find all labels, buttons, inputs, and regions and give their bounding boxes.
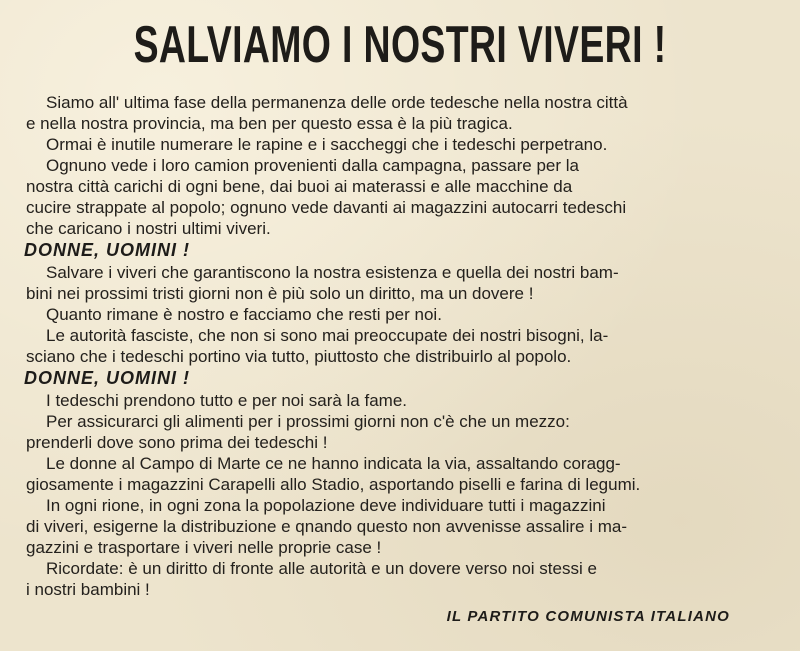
section-heading: DONNE, UOMINI ! bbox=[24, 240, 190, 260]
text-line: In ogni rione, in ogni zona la popolazione deve individuare tutti i magazzini bbox=[46, 496, 606, 515]
text-line: e nella nostra provincia, ma ben per questo essa è la più tragica. bbox=[26, 114, 513, 133]
poster-title: SALVIAMO I NOSTRI VIVERI ! bbox=[133, 16, 667, 74]
text-line: giosamente i magazzini Carapelli allo Stadio, asportando piselli e farina di legumi. bbox=[26, 475, 641, 494]
text-line: Ormai è inutile numerare le rapine e i saccheggi che i tedeschi perpetrano. bbox=[46, 135, 608, 154]
section-heading: DONNE, UOMINI ! bbox=[24, 368, 190, 388]
text-line: Per assicurarci gli alimenti per i prossimi giorni non c'è che un mezzo: bbox=[46, 412, 570, 431]
text-line: cucire strappate al popolo; ognuno vede davanti ai magazzini autocarri tedeschi bbox=[26, 198, 627, 217]
text-line: Le donne al Campo di Marte ce ne hanno indicata la via, assaltando coragg- bbox=[46, 454, 621, 473]
text-line: bini nei prossimi tristi giorni non è più solo un diritto, ma un dovere ! bbox=[26, 284, 534, 303]
text-line: nostra città carichi di ogni bene, dai buoi ai materassi e alle macchine da bbox=[26, 177, 573, 196]
text-line: i nostri bambini ! bbox=[26, 580, 150, 599]
text-line: di viveri, esigerne la distribuzione e qnando questo non avvenisse assalire i ma- bbox=[26, 517, 628, 536]
poster-body bbox=[22, 92, 782, 600]
text-line: Ognuno vede i loro camion provenienti dalla campagna, passare per la bbox=[46, 156, 579, 175]
text-line: gazzini e trasportare i viveri nelle proprie case ! bbox=[26, 538, 382, 557]
text-line: prenderli dove sono prima dei tedeschi ! bbox=[26, 433, 328, 452]
signature: IL PARTITO COMUNISTA ITALIANO bbox=[446, 608, 730, 625]
text-line: Le autorità fasciste, che non si sono mai preoccupate dei nostri bisogni, la- bbox=[46, 326, 609, 345]
text-line: che caricano i nostri ultimi viveri. bbox=[26, 219, 271, 238]
text-line: I tedeschi prendono tutto e per noi sarà la fame. bbox=[46, 391, 408, 410]
text-line: Ricordate: è un diritto di fronte alle autorità e un dovere verso noi stessi e bbox=[46, 559, 597, 578]
text-line: Quanto rimane è nostro e facciamo che resti per noi. bbox=[46, 305, 442, 324]
text-line: Siamo all' ultima fase della permanenza delle orde tedesche nella nostra città bbox=[46, 93, 628, 112]
text-line: Salvare i viveri che garantiscono la nostra esistenza e quella dei nostri bam- bbox=[46, 263, 619, 282]
text-line: sciano che i tedeschi portino via tutto, piuttosto che distribuirlo al popolo. bbox=[26, 347, 572, 366]
